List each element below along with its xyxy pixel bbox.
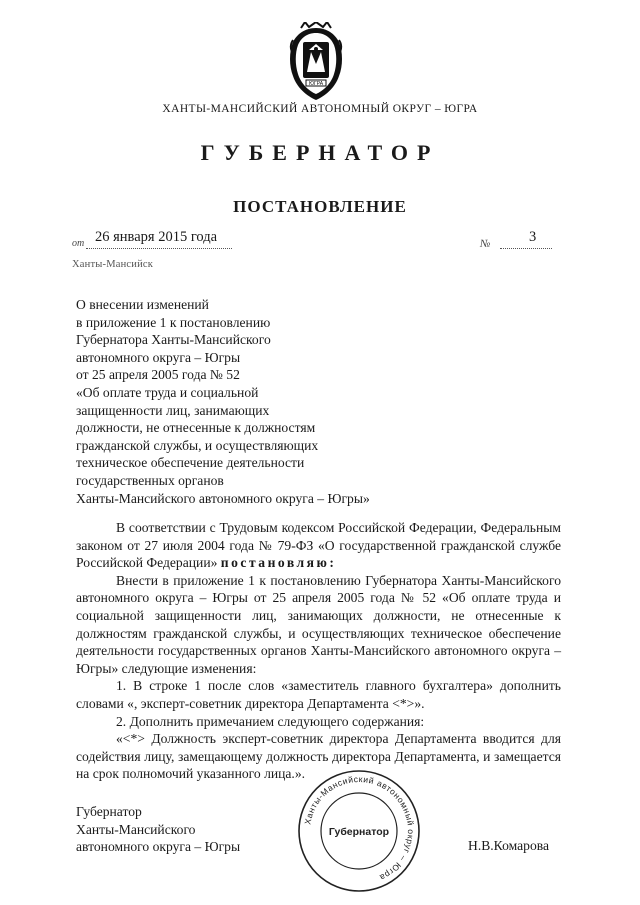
- signer-title-line: Ханты-Мансийского: [76, 821, 196, 837]
- subject-line: гражданской службы, и осуществляющих: [76, 437, 319, 453]
- subject-line: автономного округа – Югры: [76, 349, 241, 365]
- signer-title-line: автономного округа – Югры: [76, 839, 241, 855]
- official-stamp: [290, 767, 428, 895]
- place-of-issue: Ханты-Мансийск: [72, 259, 154, 270]
- basis-text: В соответствии с Трудовым кодексом Российской Федерации, Федеральным законом от 27 июля 2004 года № 79-ФЗ «О государственной гражданской службе Российской Федерации»: [76, 520, 561, 571]
- subject-line: от 25 апреля 2005 года № 52: [76, 367, 240, 383]
- number-prefix: №: [480, 238, 491, 250]
- stamp-center-text: Губернатор: [328, 826, 390, 838]
- document-number: 3: [529, 229, 537, 245]
- date-prefix: от: [72, 238, 85, 249]
- stamp-ring-text: Ханты-Мансийский автономный округ – Югра: [302, 773, 417, 884]
- emblem-label: ЮГРА: [308, 81, 324, 87]
- subject-line: должности, не отнесенные к должностям: [76, 420, 316, 436]
- paragraph-item-1: 1. В строке 1 после слов «заместитель главного бухгалтера» дополнить словами «, эксперт-советник директора Департамента <*>».: [76, 678, 561, 711]
- authority-title: ГУБЕРНАТОР: [200, 140, 440, 165]
- subject-line: Губернатора Ханты-Мансийского: [76, 332, 271, 348]
- signer-title: [76, 803, 240, 856]
- subject-line: государственных органов: [76, 472, 224, 488]
- subject-line: техническое обеспечение деятельности: [76, 455, 305, 471]
- date-underline: [86, 248, 232, 249]
- subject-line: защищенности лиц, занимающих: [76, 402, 270, 418]
- paragraph-basis: [76, 519, 561, 572]
- number-underline: [500, 248, 552, 249]
- document-type: ПОСТАНОВЛЕНИЕ: [233, 197, 407, 216]
- document-date: 26 января 2015 года: [95, 229, 218, 245]
- paragraph-amendment: Внести в приложение 1 к постановлению Губернатора Ханты-Мансийского автономного округа – Югры от 25 апреля 2005 года № 52 «Об оплате труда и социальной защищенности лиц, занимающих должности, не отнесенные к должностям гражданской службы, и осуществляющих техническое обеспечение деятельности государственных органов Ханты-Мансийского автономного округа – Югры» следующие изменения:: [76, 572, 561, 676]
- paragraph-item-2: 2. Дополнить примечанием следующего содержания:: [116, 713, 425, 729]
- signer-title-line: Губернатор: [76, 804, 142, 819]
- paragraph-footnote: «<*> Должность эксперт-советник директора Департамента вводится для содействия лицу, замещающему должность директора Департамента, и замещается на срок полномочий указанного лица.».: [76, 731, 561, 782]
- subject-line: Ханты-Мансийского автономного округа – Югры»: [76, 490, 370, 506]
- decree-keyword: постановляю:: [220, 555, 337, 571]
- signer-name: Н.В.Комарова: [468, 838, 550, 853]
- coat-of-arms-emblem: [285, 22, 347, 104]
- document-subject: [76, 296, 516, 507]
- subject-line: О внесении изменений: [76, 297, 209, 312]
- region-name: ХАНТЫ-МАНСИЙСКИЙ АВТОНОМНЫЙ ОКРУГ – ЮГРА: [162, 103, 478, 115]
- subject-line: в приложение 1 к постановлению: [76, 314, 271, 330]
- subject-line: «Об оплате труда и социальной: [76, 384, 259, 400]
- document-body: [76, 519, 561, 783]
